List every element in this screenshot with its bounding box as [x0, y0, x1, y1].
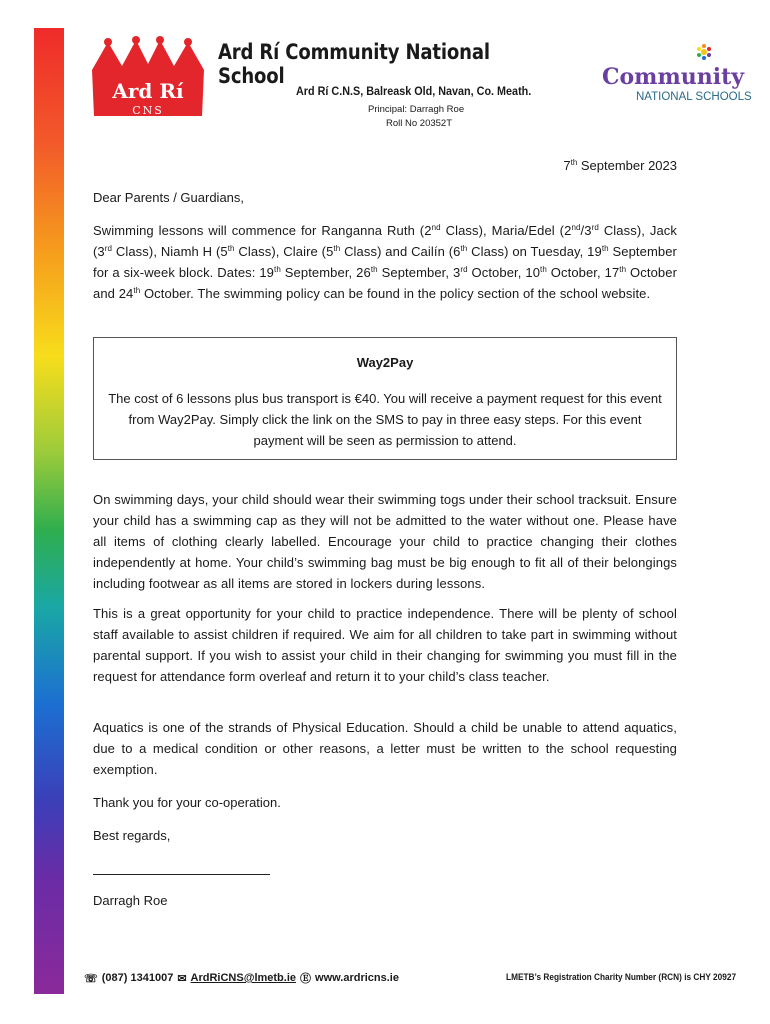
svg-text:Community: Community — [602, 64, 745, 90]
footer-contact — [84, 970, 399, 986]
school-address: Ard Rí C.N.S, Balreask Old, Navan, Co. Meath. — [296, 84, 532, 98]
community-national-schools-logo — [600, 44, 752, 110]
email-link[interactable]: ArdRiCNS@lmetb.ie — [190, 972, 297, 984]
paragraph-independence: This is a great opportunity for your child to practice independence. There will be plenty of school staff available to assist children if required. We aim for all children to take part in swimming without parental support. If you wish to assist your child in their changing for swimming you must fill in the request for attendance form overleaf and return it to your child’s class teacher. — [93, 606, 677, 684]
charity-number: LMETB’s Registration Charity Number (RCN) is CHY 20927 — [505, 972, 736, 982]
phone-icon: ☏ — [84, 972, 98, 985]
regards-line: Best regards, — [93, 828, 171, 843]
svg-text:CNS: CNS — [132, 104, 164, 117]
paragraph-schedule: Swimming lessons will commence for Ranganna Ruth (2nd Class), Maria/Edel (2nd/3rd Class), Jack (3rd Class), Niamh H (5th Class), Claire (5th Class) and Cailín (6th Class) on Tuesday, 19th September for a six-week block. Dates: 19th September, 26th September, 3rd October, 10th October, 17th October and 24th October. The swimming policy can be found in the policy section of the school website. — [93, 223, 678, 301]
roll-number: Roll No 20352T — [386, 118, 453, 129]
letter-date: 7th September 2023 — [563, 158, 677, 173]
paragraph-swimming-days: On swimming days, your child should wear their swimming togs under their school tracksuit. Ensure your child has a swimming cap as they will not be admitted to the water without one. Please have all items of clothing clearly labelled. Encourage your child to practice changing their clothes independently at home. Your child’s swimming bag must be big enough to fit all of their belongings including footwear as all items are stored in lockers during lessons. — [93, 492, 677, 591]
way2pay-body: The cost of 6 lessons plus bus transport is €40. You will receive a payment request for this event from Way2Pay. Simply click the link on the SMS to pay in three easy steps. For this event payment will be seen as permission to attend. — [108, 391, 662, 448]
svg-text:NATIONAL SCHOOLS: NATIONAL SCHOOLS — [636, 91, 752, 103]
school-title: Ard Rí Community National School — [218, 40, 490, 88]
globe-icon: Ⓔ — [300, 973, 312, 985]
signature-name: Darragh Roe — [93, 893, 168, 908]
thanks-line: Thank you for your co-operation. — [93, 795, 281, 810]
rainbow-border — [34, 28, 64, 994]
school-crest-logo — [86, 36, 210, 124]
signature-line — [93, 874, 270, 875]
greeting: Dear Parents / Guardians, — [93, 190, 245, 205]
svg-text:Ard Rí: Ard Rí — [112, 79, 184, 103]
principal-name: Principal: Darragh Roe — [368, 104, 465, 115]
envelope-icon: ✉ — [177, 972, 187, 985]
way2pay-box — [93, 337, 677, 460]
way2pay-title: Way2Pay — [356, 355, 414, 370]
paragraph-aquatics: Aquatics is one of the strands of Physical Education. Should a child be unable to attend aquatics, due to a medical condition or other reasons, a letter must be written to the school requesting exemption. — [93, 720, 677, 777]
phone-number: (087) 1341007 — [101, 972, 174, 984]
website-link[interactable]: www.ardricns.ie — [315, 972, 399, 984]
